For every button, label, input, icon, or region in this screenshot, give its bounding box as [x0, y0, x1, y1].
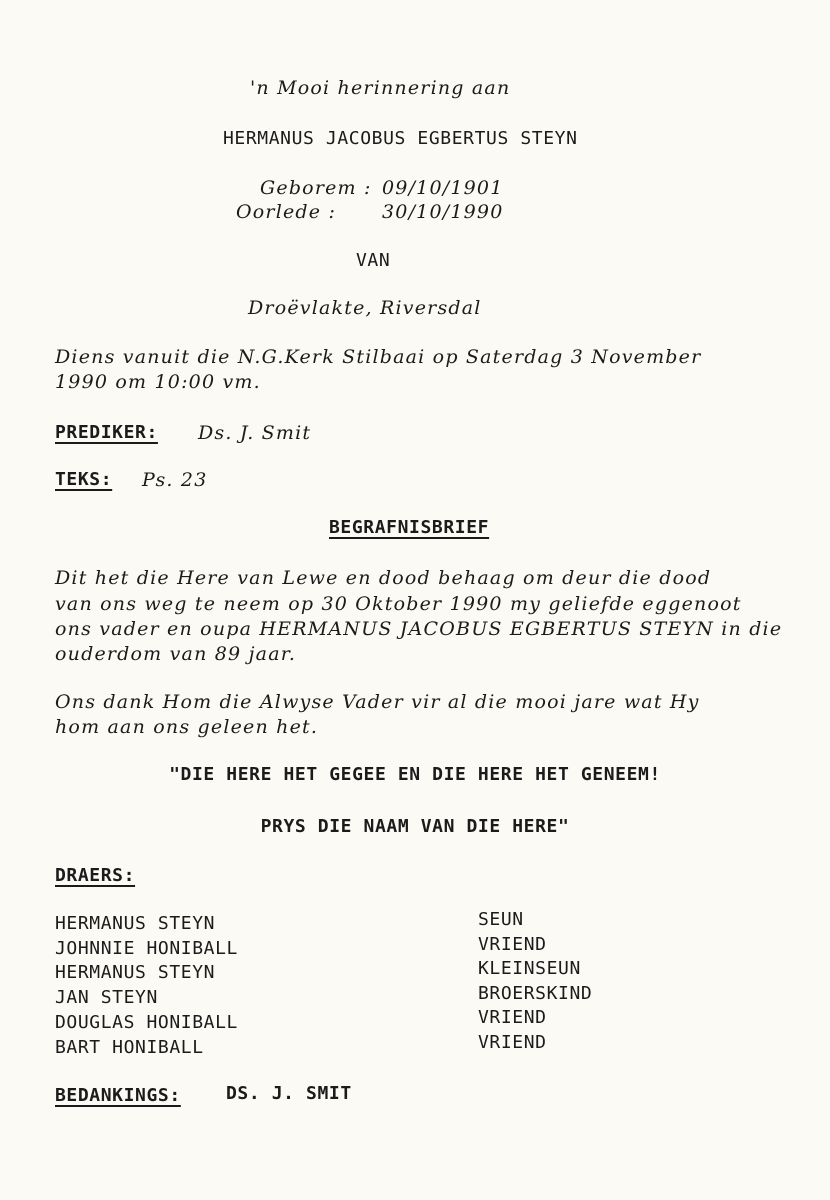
teks-value: Ps. 23: [142, 469, 208, 491]
bedankings-value: DS. J. SMIT: [226, 1083, 352, 1104]
quote-line-2: PRYS DIE NAAM VAN DIE HERE": [260, 816, 570, 837]
draer-name: HERMANUS STEYN: [55, 913, 216, 934]
letter-p1-line-1: Dit het die Here van Lewe en dood behaag om deur die dood: [55, 567, 712, 589]
prediker-label: PREDIKER:: [55, 422, 158, 443]
intro-line: 'n Mooi herinnering aan: [250, 77, 511, 99]
service-line-1: Diens vanuit die N.G.Kerk Stilbaai op Saterdag 3 November: [55, 346, 702, 368]
prediker-value: Ds. J. Smit: [198, 422, 312, 444]
draer-relation: BROERSKIND: [478, 983, 593, 1004]
draer-name: HERMANUS STEYN: [55, 962, 216, 983]
letter-p2-line-2: hom aan ons geleen het.: [55, 716, 319, 738]
teks-label: TEKS:: [55, 469, 113, 490]
draer-relation: VRIEND: [478, 1007, 547, 1028]
draer-relation: KLEINSEUN: [478, 958, 581, 979]
draer-relation: VRIEND: [478, 1032, 547, 1053]
draers-label: DRAERS:: [55, 865, 136, 886]
draer-relation: SEUN: [478, 909, 524, 930]
draer-name: JAN STEYN: [55, 987, 158, 1008]
place: Droëvlakte, Riversdal: [248, 297, 482, 319]
service-line-2: 1990 om 10:00 vm.: [55, 371, 261, 393]
letter-p1-line-2: van ons weg te neem op 30 Oktober 1990 my geliefde eggenoot: [55, 593, 742, 615]
draer-name: DOUGLAS HONIBALL: [55, 1012, 238, 1033]
draer-name: BART HONIBALL: [55, 1037, 204, 1058]
died-label: Oorlede :: [236, 201, 337, 223]
van-label: VAN: [356, 250, 391, 271]
letter-p2-line-1: Ons dank Hom die Alwyse Vader vir al die mooi jare wat Hy: [55, 691, 700, 713]
died-date: 30/10/1990: [382, 201, 504, 223]
quote-line-1: "DIE HERE HET GEGEE EN DIE HERE HET GENEEM!: [169, 764, 661, 785]
deceased-name: HERMANUS JACOBUS EGBERTUS STEYN: [223, 128, 578, 149]
born-date: 09/10/1901: [382, 177, 504, 199]
letter-title: BEGRAFNISBRIEF: [329, 517, 490, 538]
letter-p1-line-3: ons vader en oupa HERMANUS JACOBUS EGBERTUS STEYN in die: [55, 618, 783, 640]
bedankings-label: BEDANKINGS:: [55, 1085, 181, 1106]
draer-relation: VRIEND: [478, 934, 547, 955]
born-label: Geborem :: [260, 177, 372, 199]
draer-name: JOHNNIE HONIBALL: [55, 938, 238, 959]
letter-p1-line-4: ouderdom van 89 jaar.: [55, 643, 297, 665]
